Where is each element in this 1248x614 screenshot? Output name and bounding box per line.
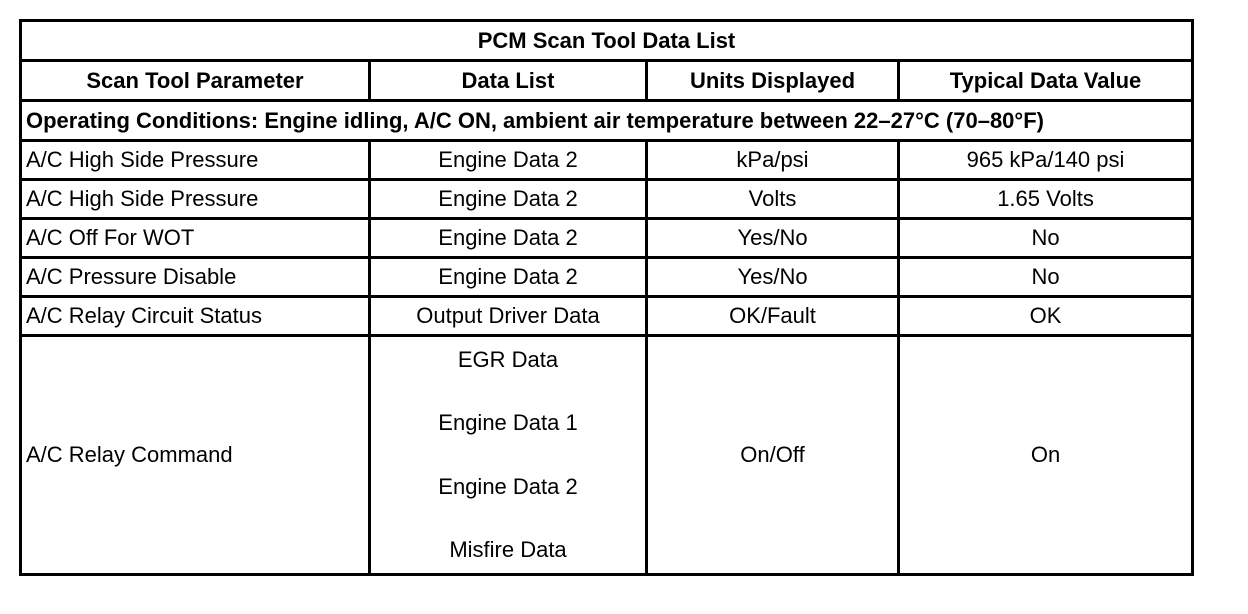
table-header-row bbox=[21, 61, 1193, 101]
data-list-cell: Output Driver Data bbox=[370, 297, 647, 336]
parameter-cell: A/C Off For WOT bbox=[21, 219, 370, 258]
data-list-item: EGR Data bbox=[457, 347, 559, 372]
column-header-parameter: Scan Tool Parameter bbox=[21, 61, 370, 101]
operating-conditions-row bbox=[21, 101, 1193, 141]
data-list-cell: Engine Data 2 bbox=[370, 258, 647, 297]
data-list-item: Engine Data 1 bbox=[438, 410, 578, 436]
value-cell: No bbox=[899, 219, 1193, 258]
operating-conditions: Operating Conditions: Engine idling, A/C ON, ambient air temperature between 22–27°C (70–80°F) bbox=[21, 101, 1193, 141]
parameter-cell: A/C Pressure Disable bbox=[21, 258, 370, 297]
data-list-stack bbox=[375, 344, 641, 566]
units-cell: OK/Fault bbox=[647, 297, 899, 336]
value-cell: No bbox=[899, 258, 1193, 297]
data-list-item: Misfire Data bbox=[449, 536, 567, 562]
data-list-cell-multi bbox=[370, 336, 647, 575]
relay-command-row bbox=[21, 336, 1193, 575]
column-header-typical-value: Typical Data Value bbox=[899, 61, 1193, 101]
column-header-units: Units Displayed bbox=[647, 61, 899, 101]
value-cell: 1.65 Volts bbox=[899, 180, 1193, 219]
table-row bbox=[21, 297, 1193, 336]
table-row bbox=[21, 180, 1193, 219]
data-list-cell: Engine Data 2 bbox=[370, 219, 647, 258]
units-cell: Yes/No bbox=[647, 258, 899, 297]
table-title-row bbox=[21, 21, 1193, 61]
parameter-cell: A/C Relay Command bbox=[21, 336, 370, 575]
table-row bbox=[21, 219, 1193, 258]
value-cell: 965 kPa/140 psi bbox=[899, 141, 1193, 180]
parameter-cell: A/C High Side Pressure bbox=[21, 141, 370, 180]
units-cell: Yes/No bbox=[647, 219, 899, 258]
units-cell: kPa/psi bbox=[647, 141, 899, 180]
data-list-item: Engine Data 2 bbox=[438, 473, 578, 499]
data-list-cell: Engine Data 2 bbox=[370, 141, 647, 180]
table-row bbox=[21, 141, 1193, 180]
value-cell: OK bbox=[899, 297, 1193, 336]
column-header-data-list: Data List bbox=[370, 61, 647, 101]
table-row bbox=[21, 258, 1193, 297]
value-cell: On bbox=[899, 336, 1193, 575]
units-cell: On/Off bbox=[647, 336, 899, 575]
pcm-scan-tool-data-table bbox=[19, 19, 1194, 576]
table-title: PCM Scan Tool Data List bbox=[21, 21, 1193, 61]
parameter-cell: A/C Relay Circuit Status bbox=[21, 297, 370, 336]
data-list-cell: Engine Data 2 bbox=[370, 180, 647, 219]
parameter-cell: A/C High Side Pressure bbox=[21, 180, 370, 219]
units-cell: Volts bbox=[647, 180, 899, 219]
